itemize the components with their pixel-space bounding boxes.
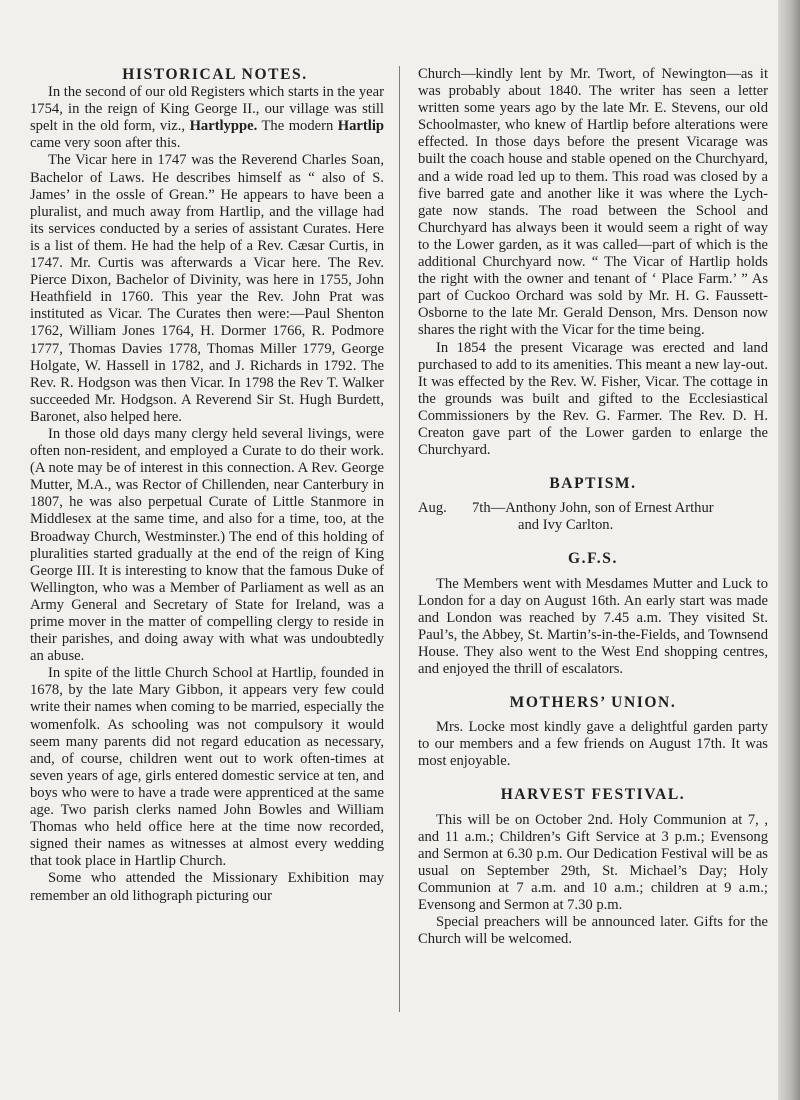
- baptism-line-1: 7th—Anthony John, son of Ernest Arthur: [472, 500, 714, 517]
- bold-modern-spelling: Hartlip: [337, 118, 384, 135]
- harvest-festival-heading: HARVEST FESTIVAL.: [500, 786, 686, 804]
- historical-paragraph-vicarage: In 1854 the present Vicarage was erected and land purchased to add to its amenities. This meant a new lay-out. It was effected by the Rev. W. Fisher, Vicar. The cottage in the grounds was built and gifted to the Ecclesiastical Commissioners by the Rev. G. Farmer. The Rev. D. H. Creaton gave part of the Lower garden to enlarge the Churchyard.: [418, 339, 768, 459]
- column-divider: [399, 66, 400, 1012]
- historical-paragraph-3: In those old days many clergy held several livings, were often non-resident, and employed a Curate to do their work. (A note may be of interest in this connection. A Rev. George Mutter, M.A., was Rector of Chillenden, near Canterbury in 1807, he was also perpetual Curate of Little Stanmore in Middlesex at the same time, and also for a time, too, at the Broadway Church, Westminster.) The end of this holding of pluralities started gradually at the end of the reign of King George III. It is interesting to know that the famous Duke of Wellington, who was a Member of Parliament as well as an Army General and Secretary of State for Ireland, was a prime mover in the matter of compelling clergy to reside in their parishes, and doing away with what was undoubtedly an abuse.: [30, 425, 384, 665]
- baptism-heading: BAPTISM.: [549, 475, 637, 493]
- mothers-union-paragraph: Mrs. Locke most kindly gave a delightful garden party to our members and a few friends on August 17th. It was most enjoyable.: [418, 719, 768, 770]
- harvest-paragraph-1: This will be on October 2nd. Holy Communion at 7, , and 11 a.m.; Children’s Gift Service at 3 p.m.; Evensong and Sermon at 6.30 p.m. Our Dedication Festival will be as usual on September 29th, St. Michael’s Day; Holy Communion at 7 a.m. and 10 a.m.; children at 9 a.m.; Evensong and Sermon at 7.30 p.m.: [418, 811, 768, 914]
- baptism-entry: [418, 500, 768, 534]
- historical-continuation: Church—kindly lent by Mr. Twort, of Newington—as it was probably about 1840. The writer has seen a letter written some years ago by the late Mr. E. Stevens, our old Schoolmaster, who knew of Hartlip before alterations were effected. In those days before the present Vicarage was built the coach house and stable opened on the Churchyard, and a wide road led up to them. This road was closed by a five barred gate and another like it was where the Lych-gate now stands. The road between the School and Churchyard has always been it would seem a right of way to the Lower garden, as it was called—part of which is the additional Churchyard now. “ The Vicar of Hartlip holds the right with the owner and tenant of ‘ Place Farm.’ ” As part of Cuckoo Orchard was sold by Mr. H. G. Faussett-Osborne to the late Mr. Gerald Denson, Mrs. Denson now shares the right with the Vicar for the time being.: [418, 66, 768, 339]
- left-column: [30, 66, 384, 905]
- baptism-line-2: and Ivy Carlton.: [518, 517, 614, 534]
- text-run: came very soon after this.: [30, 135, 181, 152]
- historical-paragraph-2: The Vicar here in 1747 was the Reverend Charles Soan, Bachelor of Laws. He describes himself as “ also of S. James’ in the ossle of Grean.” He appears to have been a pluralist, and much away from Hartlip, and the village had its services conducted by a series of assistant Curates. Here is a list of them. He had the help of a Rev. Cæsar Curtis, in 1747. Mr. Curtis was afterwards a Vicar here. The Rev. Pierce Dixon, Bachelor of Divinity, was here in 1755, John Heathfield in 1760. This year the Rev. John Prat was instituted as Vicar. The Curates then were:—Paul Shenton 1762, William Jones 1764, H. Dormer 1766, R. Podmore 1777, Thomas Davies 1778, Thomas Miller 1779, George Holgate, W. Hassell in 1782, and J. Richards in 1792. The Rev. R. Hodgson was then Vicar. In 1798 the Rev T. Walker succeeded Mr. Hodgson. A Reverend Sir St. Hugh Burdett, Baronet, also helped here.: [30, 152, 384, 425]
- bold-old-spelling: Hartlyppe.: [189, 118, 258, 135]
- text-run: In the second of our old Registers which starts in the year 1754, in the reign of King George II., our village was still spelt in the old form, viz.,: [30, 84, 384, 135]
- historical-notes-heading: HISTORICAL NOTES.: [122, 66, 308, 83]
- gfs-heading: G.F.S.: [568, 550, 618, 568]
- text-run: The modern: [257, 118, 338, 135]
- gfs-paragraph: The Members went with Mesdames Mutter and Luck to London for a day on August 16th. An early start was made and London was reached by 7.45 a.m. They visited St. Paul’s, the Abbey, St. Martin’s-in-the-Fields, and Townsend House. They also went to the West End shopping centres, and enjoyed the thrill of escalators.: [418, 575, 768, 677]
- page-edge-shadow: [778, 0, 800, 1100]
- baptism-date: Aug.: [418, 500, 447, 517]
- historical-paragraph-4: In spite of the little Church School at Hartlip, founded in 1678, by the late Mary Gibbon, it appears very few could write their names when coming to be married, especially the womenfolk. As schooling was not compulsory it would seem many parents did not regard education as necessary, and, of course, children went out to work often-times at seven years of age, girls entered domestic service at ten, and boys who were to have a trade were apprenticed at the same age. Two parish clerks named John Bowles and William Thomas who held office here at the time now recorded, signed their names as witnesses at almost every wedding that took place in Hartlip Church.: [30, 665, 384, 870]
- harvest-paragraph-2: Special preachers will be announced later. Gifts for the Church will be welcomed.: [418, 914, 768, 948]
- mothers-union-heading: MOTHERS’ UNION.: [509, 694, 677, 712]
- right-column: [418, 66, 768, 948]
- historical-paragraph-1: [30, 84, 384, 152]
- historical-paragraph-5: Some who attended the Missionary Exhibition may remember an old lithograph picturing our: [30, 870, 384, 904]
